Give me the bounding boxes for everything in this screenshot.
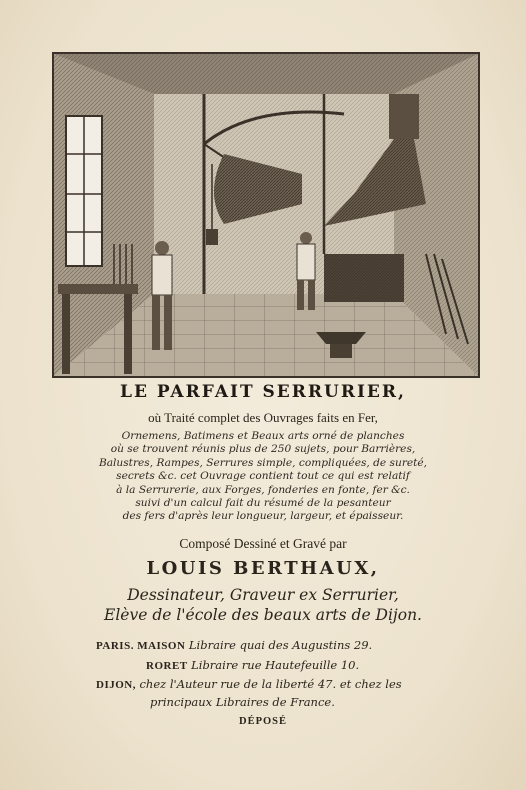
description-line: Balustres, Rampes, Serrures simple, compliquées, de sureté, (98, 456, 428, 469)
publisher-address: chez l'Auteur rue de la liberté 47. et chez les (139, 677, 402, 691)
publisher-dijon (96, 677, 402, 691)
description-line: à la Serrurerie, aux Forges, fonderies en fonte, fer &c. (116, 483, 410, 496)
author-title-line: Elève de l'école des beaux arts de Dijon. (104, 606, 422, 624)
composed-by-line: Composé Dessiné et Gravé par (179, 536, 347, 551)
description-line: Ornemens, Batimens et Beaux arts orné de planches (121, 430, 405, 442)
publisher-address: principaux Libraires de France. (150, 695, 335, 709)
author-title-line: Dessinateur, Graveur ex Serrurier, (127, 586, 399, 604)
book-subtitle: où Traité complet des Ouvrages faits en Fer, (148, 410, 378, 425)
publisher-label: RORET (146, 660, 188, 672)
description-line: des fers d'après leur longueur, largeur, et épaisseur. (122, 510, 404, 523)
publisher-others (150, 695, 335, 709)
publisher-address: Libraire quai des Augustins 29. (188, 638, 373, 652)
publisher-label: DIJON, (96, 679, 136, 691)
workshop-illustration (54, 54, 478, 376)
publisher-label: PARIS. MAISON (96, 640, 186, 652)
publisher-paris (96, 638, 372, 652)
author-name: LOUIS BERTHAUX, (146, 558, 380, 579)
description-line: suivi d'un calcul fait du résumé de la pesanteur (135, 497, 391, 510)
description-line: secrets &c. cet Ouvrage contient tout ce qui est relatif (116, 470, 410, 483)
legal-deposit-mark: DÉPOSÉ (238, 716, 287, 727)
publisher-roret (146, 658, 359, 672)
author-credentials (40, 585, 486, 625)
publisher-address: Libraire rue Hautefeuille 10. (191, 658, 360, 672)
book-title: LE PARFAIT SERRURIER, (120, 382, 406, 402)
description-line: où se trouvent réunis plus de 250 sujets, pour Barrières, (110, 443, 416, 456)
forge-workshop-engraving (52, 52, 480, 378)
book-description (40, 430, 486, 524)
